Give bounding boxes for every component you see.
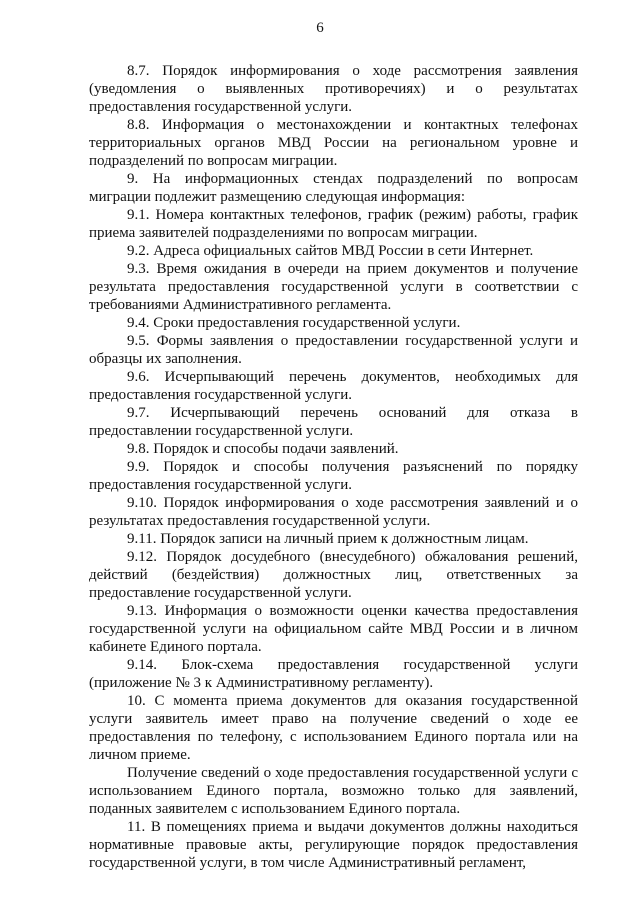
paragraph-9-6: 9.6. Исчерпывающий перечень документов, необходимых для предоставления государственной услуги. [89,369,578,403]
paragraph-9-3: 9.3. Время ожидания в очереди на прием документов и получение результата предоставления государственной услуги в соответствии с требованиями Административного регламента. [89,261,578,313]
paragraph-9-7: 9.7. Исчерпывающий перечень оснований для отказа в предоставлении государственной услуги. [89,405,578,439]
paragraph-9-2: 9.2. Адреса официальных сайтов МВД России в сети Интернет. [127,243,534,259]
paragraph-9: 9. На информационных стендах подразделений по вопросам миграции подлежит размещению следующая информация: [89,171,578,205]
paragraph-9-4: 9.4. Сроки предоставления государственной услуги. [127,315,461,331]
paragraph-9-10: 9.10. Порядок информирования о ходе рассмотрения заявлений и о результатах предоставления государственной услуги. [89,495,578,529]
paragraph-8-8: 8.8. Информация о местонахождении и контактных телефонах территориальных органов МВД России на региональном уровне и подразделений по вопросам миграции. [89,117,578,169]
paragraph-9-12: 9.12. Порядок досудебного (внесудебного) обжалования решений, действий (бездействия) должностных лиц, ответственных за предоставление государственной услуги. [89,549,578,601]
paragraph-10: 10. С момента приема документов для оказания государственной услуги заявитель имеет право на получение сведений о ходе ее предоставления по телефону, с использованием Единого портала или на личном приеме. [89,693,578,763]
paragraph-10-note: Получение сведений о ходе предоставления государственной услуги с использованием Единого портала, возможно только для заявлений, поданных заявителем с использованием Единого портала. [89,765,578,817]
document-body [89,62,578,872]
paragraph-8-7: 8.7. Порядок информирования о ходе рассмотрения заявления (уведомления о выявленных противоречиях) и о результатах предоставления государственной услуги. [89,63,578,115]
page-number: 6 [316,20,324,36]
paragraph-11: 11. В помещениях приема и выдачи документов должны находиться нормативные правовые акты, регулирующие порядок предоставления государственной услуги, в том числе Административный регламент, [89,819,578,871]
paragraph-9-14: 9.14. Блок-схема предоставления государственной услуги (приложение № 3 к Административному регламенту). [89,657,578,691]
paragraph-9-13: 9.13. Информация о возможности оценки качества предоставления государственной услуги на официальном сайте МВД России и в личном кабинете Единого портала. [89,603,578,655]
paragraph-9-1: 9.1. Номера контактных телефонов, график (режим) работы, график приема заявителей подразделениями по вопросам миграции. [89,207,578,241]
paragraph-9-9: 9.9. Порядок и способы получения разъяснений по порядку предоставления государственной услуги. [89,459,578,493]
paragraph-9-8: 9.8. Порядок и способы подачи заявлений. [127,441,399,457]
paragraph-9-5: 9.5. Формы заявления о предоставлении государственной услуги и образцы их заполнения. [89,333,578,367]
paragraph-9-11: 9.11. Порядок записи на личный прием к должностным лицам. [127,531,529,547]
